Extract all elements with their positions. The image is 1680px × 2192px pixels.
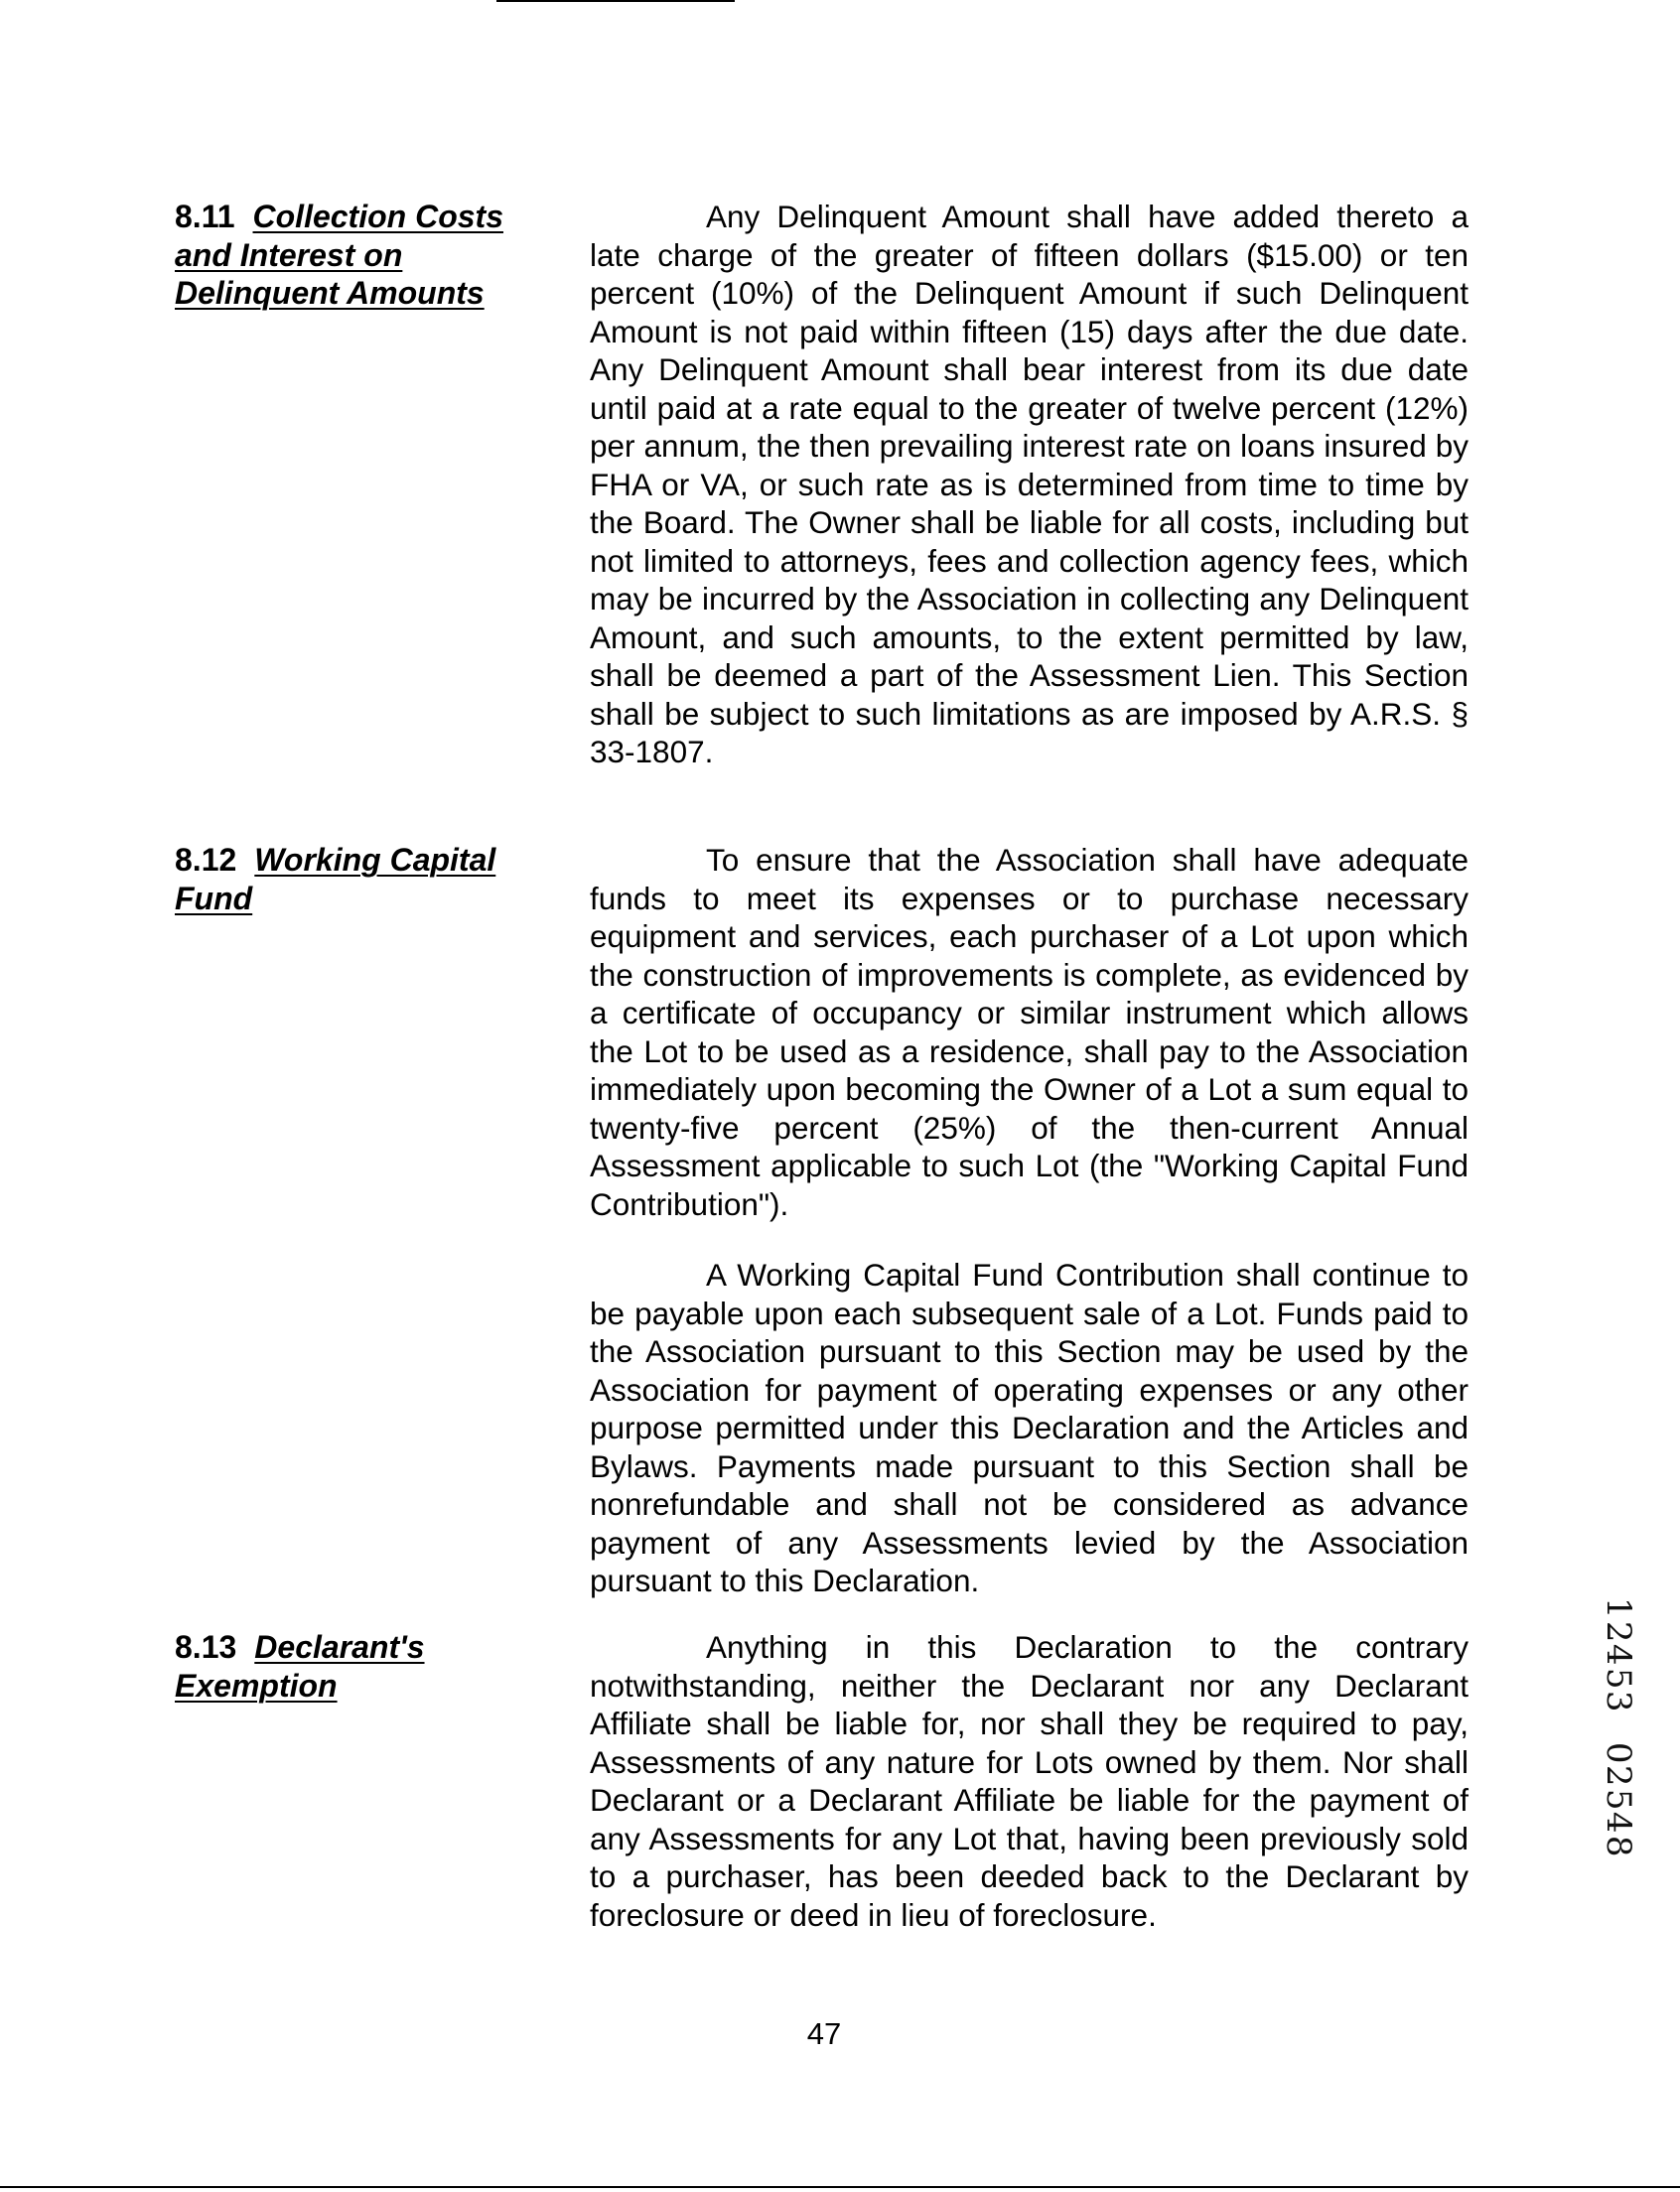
scan-artifact-top <box>496 0 735 2</box>
scan-artifact-bottom <box>0 2186 1680 2188</box>
stamp-digit: 3 <box>1598 1690 1638 1712</box>
stamp-digit: 0 <box>1598 1741 1638 1764</box>
stamp-digit: 4 <box>1598 1811 1638 1834</box>
section-title-line: Fund <box>175 880 253 916</box>
section-title-line: Delinquent Amounts <box>175 275 485 311</box>
page-number: 47 <box>806 2016 842 2051</box>
section-title-line: Exemption <box>175 1667 338 1704</box>
stamp-digit: 2 <box>1598 1620 1638 1643</box>
section-title-line: and Interest on <box>175 236 403 273</box>
section-number: 8.11 <box>175 199 235 234</box>
stamp-digit: 1 <box>1598 1596 1638 1619</box>
section-paragraph: Anything in this Declaration to the contrary notwithstanding, neither the Declarant nor any Declarant Affiliate shall be liable for, nor shall they be required to pay, Assessments of any nature for Lots owned by them. Nor shall Declarant or a Declarant Affiliate be liable for the payment of any Assessments for any Lot that, having been previously sold to a purchaser, has been deeded back to the Declarant by foreclosure or deed in lieu of foreclosure. <box>590 1629 1469 1933</box>
section-paragraph: Any Delinquent Amount shall have added thereto a late charge of the greater of fifteen dollars ($15.00) or ten percent (10%) of the Delinquent Amount if such Delinquent Amount is not paid within fifteen (15) days after the due date. Any Delinquent Amount shall bear interest from its due date until paid at a rate equal to the greater of twelve percent (12%) per annum, the then prevailing interest rate on loans insured by FHA or VA, or such rate as is determined from time to time by the Board. The Owner shall be liable for all costs, including but not limited to attorneys, fees and collection agency fees, which may be incurred by the Association in collecting any Delinquent Amount, and such amounts, to the extent permitted by law, shall be deemed a part of the Assessment Lien. This Section shall be subject to such limitations as are imposed by A.R.S. § 33-1807. <box>590 199 1469 769</box>
section-title-line: Collection Costs <box>252 199 503 234</box>
section-heading <box>175 198 562 313</box>
section-number: 8.12 <box>175 842 237 878</box>
stamp-digit: 2 <box>1598 1764 1638 1787</box>
stamp-digit: 5 <box>1598 1667 1638 1690</box>
section-title-line: Working Capital <box>254 842 496 878</box>
section-heading <box>175 1628 562 1705</box>
section-title-line: Declarant's <box>254 1629 425 1665</box>
section-paragraph: To ensure that the Association shall have adequate funds to meet its expenses or to purchase necessary equipment and services, each purchaser of a Lot upon which the construction of improvements is complete, as evidenced by a certificate of occupancy or similar instrument which allows the Lot to be used as a residence, shall pay to the Association immediately upon becoming the Owner of a Lot a sum equal to twenty-five percent (25%) of the then-current Annual Assessment applicable to such Lot (the "Working Capital Fund Contribution"). <box>590 842 1469 1222</box>
recording-number-stamp <box>1598 1596 1638 1857</box>
stamp-digit: 8 <box>1598 1835 1638 1857</box>
stamp-digit: 5 <box>1598 1788 1638 1811</box>
section-paragraph: A Working Capital Fund Contribution shall continue to be payable upon each subsequent sale of a Lot. Funds paid to the Association pursuant to this Section may be used by the Association for payment of operating expenses or any other purpose permitted under this Declaration and the Articles and Bylaws. Payments made pursuant to this Section shall be nonrefundable and shall not be considered as advance payment of any Assessments levied by the Association pursuant to this Declaration. <box>590 1257 1469 1598</box>
stamp-digit: 4 <box>1598 1643 1638 1666</box>
section-number: 8.13 <box>175 1629 237 1665</box>
section-heading <box>175 841 562 917</box>
